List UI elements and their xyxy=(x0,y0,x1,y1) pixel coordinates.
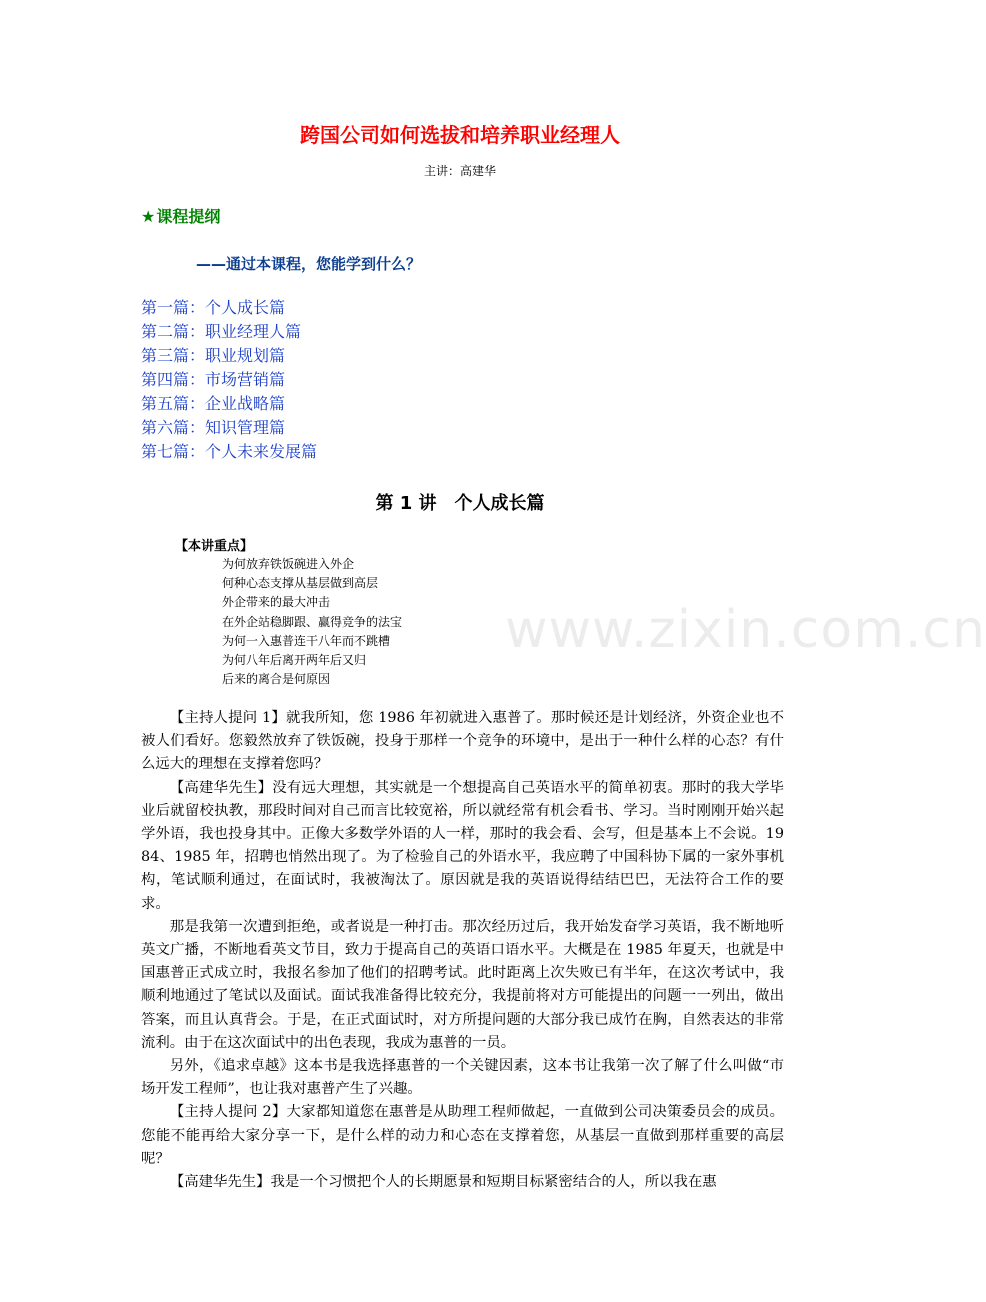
star-icon: ★ xyxy=(141,207,156,226)
course-outline-heading xyxy=(141,205,220,229)
chapter-item: 第三篇：职业规划篇 xyxy=(141,346,286,365)
chapter-item: 第七篇：个人未来发展篇 xyxy=(141,442,318,461)
keypoints-heading: 【本讲重点】 xyxy=(175,539,254,554)
outline-subtitle: ——通过本课程，您能学到什么？ xyxy=(196,255,422,273)
lecturer-line: 主讲：高建华 xyxy=(423,164,496,178)
watermark: www.zixin.com.cn xyxy=(505,600,986,660)
document-title: 跨国公司如何选拔和培养职业经理人 xyxy=(300,123,620,147)
keypoint-item: 为何八年后离开两年后又归 xyxy=(222,653,367,668)
keypoint-item: 何种心态支撑从基层做到高层 xyxy=(222,576,379,591)
body-text xyxy=(141,707,784,1194)
paragraph: 【高建华先生】没有远大理想，其实就是一个想提高自己英语水平的简单初衷。那时的我大学毕业后就留校执教，那段时间对自己而言比较宽裕，所以就经常有机会看书、学习。当时刚刚开始兴起学外语，我也投身其中。正像大多数学外语的人一样，那时的我会看、会写，但是基本上不会说。1984、1985 年，招聘也悄然出现了。为了检验自己的外语水平，我应聘了中国科协下属的一家外事机构，笔试顺利通过，在面试时，我被淘汰了。原因就是我的英语说得结结巴巴，无法符合工作的要求。 xyxy=(141,779,784,912)
chapter-item: 第一篇：个人成长篇 xyxy=(141,298,286,317)
chapter-item: 第二篇：职业经理人篇 xyxy=(141,322,302,341)
keypoint-list xyxy=(222,555,402,689)
paragraph: 【主持人提问 2】大家都知道您在惠普是从助理工程师做起，一直做到公司决策委员会的成员。您能不能再给大家分享一下，是什么样的动力和心态在支撑着您，从基层一直做到那样重要的高层呢？ xyxy=(141,1104,784,1167)
keypoint-item: 外企带来的最大冲击 xyxy=(222,595,331,610)
chapter-list xyxy=(141,296,317,464)
paragraph: 另外，《追求卓越》这本书是我选择惠普的一个关键因素，这本书让我第一次了解了什么叫做“市场开发工程师”，也让我对惠普产生了兴趣。 xyxy=(141,1058,784,1098)
paragraph: 【高建华先生】我是一个习惯把个人的长期愿景和短期目标紧密结合的人，所以我在惠 xyxy=(169,1174,717,1191)
keypoint-item: 在外企站稳脚跟、赢得竞争的法宝 xyxy=(222,614,403,629)
paragraph: 那是我第一次遭到拒绝，或者说是一种打击。那次经历过后，我开始发奋学习英语，我不断地听英文广播，不断地看英文节目，致力于提高自己的英语口语水平。大概是在 1985 年夏天，也就是中国惠普正式成立时，我报名参加了他们的招聘考试。此时距离上次失败已有半年，在这次考试中，我顺利地通过了笔试以及面试。面试我准备得比较充分，我提前将对方可能提出的问题一一列出，做出答案，而且认真背会。于是，在正式面试时，对方所提问题的大部分我已成竹在胸，自然表达的非常流利。由于在这次面试中的出色表现，我成为惠普的一员。 xyxy=(141,918,784,1051)
chapter-item: 第四篇：市场营销篇 xyxy=(141,370,286,389)
paragraph: 【主持人提问 1】就我所知，您 1986 年初就进入惠普了。那时候还是计划经济，外资企业也不被人们看好。您毅然放弃了铁饭碗，投身于那样一个竞争的环境中，是出于一种什么样的心态？有什么远大的理想在支撑着您吗？ xyxy=(141,710,784,773)
chapter-item: 第六篇：知识管理篇 xyxy=(141,418,286,437)
chapter-item: 第五篇：企业战略篇 xyxy=(141,394,286,413)
keypoint-item: 为何一入惠普连干八年而不跳槽 xyxy=(222,633,391,648)
course-outline-label: 课程提纲 xyxy=(156,207,221,226)
lecture-title: 第 1 讲 个人成长篇 xyxy=(375,493,545,514)
keypoint-item: 后来的离合是何原因 xyxy=(222,672,331,687)
keypoint-item: 为何放弃铁饭碗进入外企 xyxy=(222,557,355,571)
